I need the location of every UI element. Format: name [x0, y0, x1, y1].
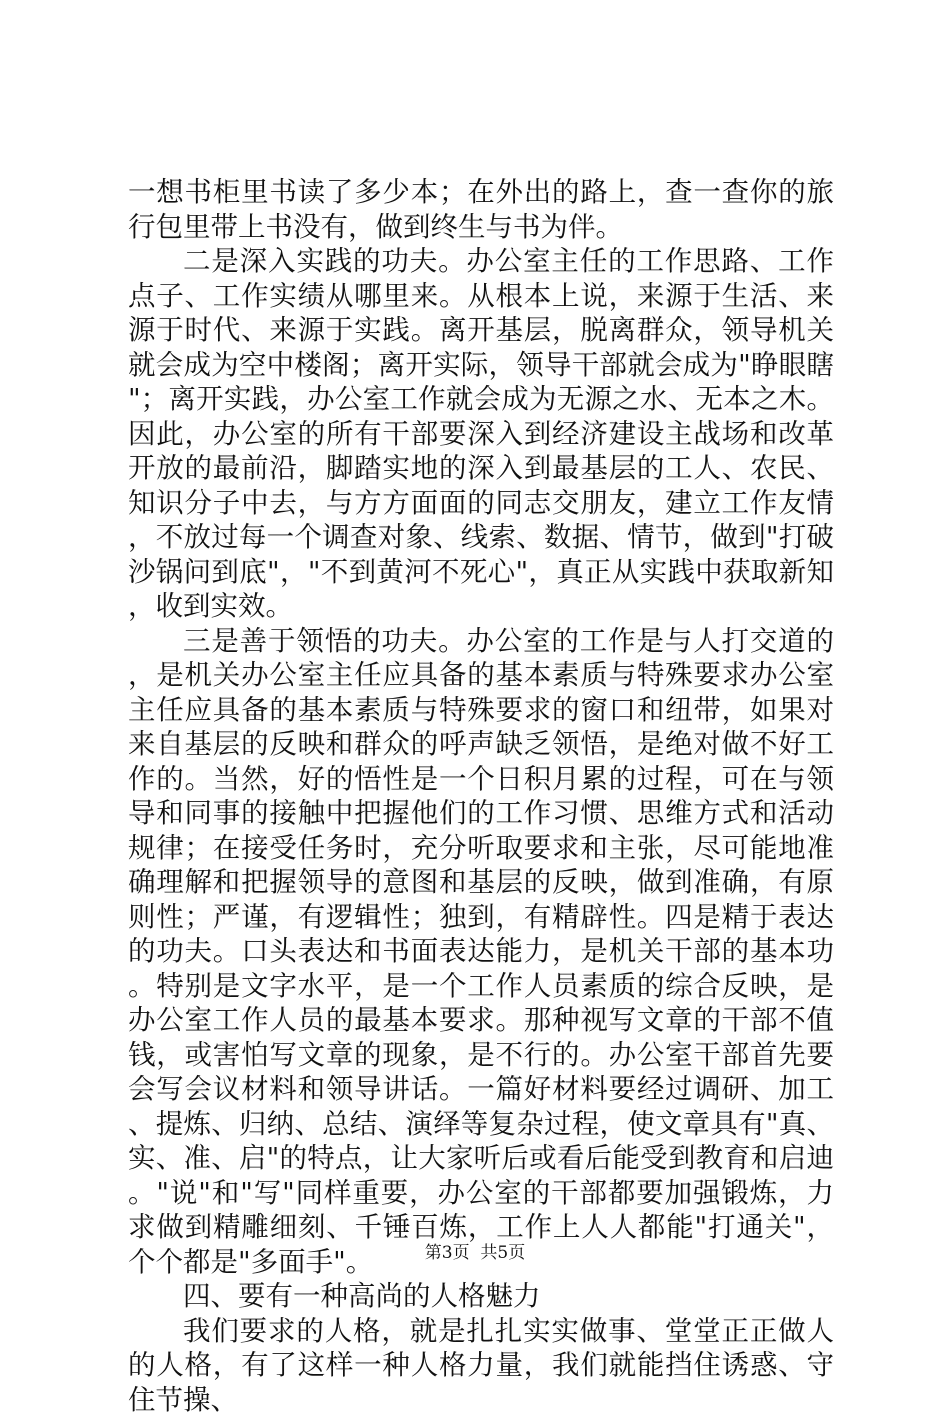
page-footer [0, 1242, 950, 1264]
paragraph-personality: 我们要求的人格，就是扎扎实实做事、堂堂正正做人的人格，有了这样一种人格力量，我们就能挡住诱惑、守住节操、 [128, 1314, 834, 1417]
body-text [128, 175, 834, 1417]
paragraph-comprehension-skill: 三是善于领悟的功夫。办公室的工作是与人打交道的，是机关办公室主任应具备的基本素质与特殊要求办公室主任应具备的基本素质与特殊要求的窗口和纽带，如果对来自基层的反映和群众的呼声缺乏领悟，是绝对做不好工作的。当然，好的悟性是一个日积月累的过程，可在与领导和同事的接触中把握他们的工作习惯、思维方式和活动规律；在接受任务时，充分听取要求和主张，尽可能地准确理解和把握领导的意图和基层的反映，做到准确，有原则性；严谨，有逻辑性；独到，有精辟性。四是精于表达的功夫。口头表达和书面表达能力，是机关干部的基本功。特别是文字水平，是一个工作人员素质的综合反映，是办公室工作人员的最基本要求。那种视写文章的干部不值钱，或害怕写文章的现象，是不行的。办公室干部首先要会写会议材料和领导讲话。一篇好材料要经过调研、加工、提炼、归纳、总结、演绎等复杂过程，使文章具有"真、实、准、启"的特点，让大家听后或看后能受到教育和启迪。"说"和"写"同样重要，办公室的干部都要加强锻炼，力求做到精雕细刻、千锤百炼，工作上人人都能"打通关"，个个都是"多面手"。 [128, 624, 834, 1280]
paragraph-continuation: 一想书柜里书读了多少本；在外出的路上，查一查你的旅行包里带上书没有，做到终生与书为伴。 [128, 175, 834, 244]
page-number: 第3页 共5页 [425, 1243, 525, 1263]
paragraph-practice-skill: 二是深入实践的功夫。办公室主任的工作思路、工作点子、工作实绩从哪里来。从根本上说，来源于生活、来源于时代、来源于实践。离开基层，脱离群众，领导机关就会成为空中楼阁；离开实际，领导干部就会成为"睁眼瞎"；离开实践，办公室工作就会成为无源之水、无本之木。因此，办公室的所有干部要深入到经济建设主战场和改革开放的最前沿，脚踏实地的深入到最基层的工人、农民、知识分子中去，与方方面面的同志交朋友，建立工作友情，不放过每一个调查对象、线索、数据、情节，做到"打破沙锅问到底"，"不到黄河不死心"，真正从实践中获取新知，收到实效。 [128, 244, 834, 624]
section-heading-personality: 四、要有一种高尚的人格魅力 [128, 1279, 834, 1314]
